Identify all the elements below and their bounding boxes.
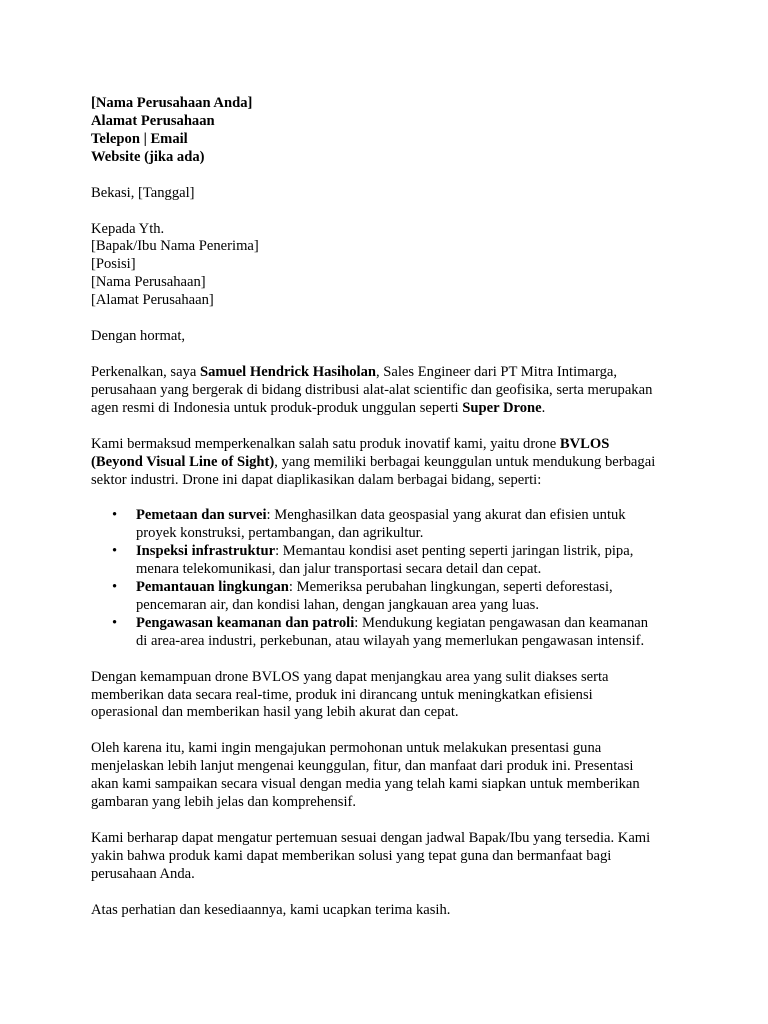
recipient-company: [Nama Perusahaan] [91, 274, 206, 291]
list-item-line [136, 615, 691, 633]
greeting-block [91, 328, 691, 346]
product-line-2 [91, 454, 691, 472]
bullet-icon: • [112, 614, 118, 631]
paragraph-line: Oleh karena itu, kami ingin mengajukan permohonan untuk melakukan presentasi guna [91, 740, 602, 757]
product-name: BVLOS [559, 435, 610, 452]
product-line-1 [91, 436, 691, 454]
paragraph-line: akan kami sampaikan secara visual dengan media yang telah kami siapkan untuk memberikan [91, 776, 640, 793]
request-paragraph [91, 740, 691, 812]
intro-paragraph [91, 364, 691, 418]
letter-page [91, 95, 691, 938]
recipient-to: Kepada Yth. [91, 220, 165, 237]
paragraph-line: operasional dan memberikan hasil yang lebih akurat dan cepat. [91, 704, 459, 721]
paragraph-line: gambaran yang lebih jelas dan komprehensif. [91, 794, 357, 811]
paragraph-line: yakin bahwa produk kami dapat memberikan solusi yang tepat guna dan bermanfaat bagi [91, 847, 612, 864]
bullet-icon: • [112, 579, 118, 596]
date-line: Bekasi, [Tanggal] [91, 184, 195, 201]
list-item [91, 579, 691, 615]
product-text: Kami bermaksud memperkenalkan salah satu produk inovatif kami, yaitu drone [91, 435, 560, 452]
intro-text: . [541, 399, 546, 416]
list-item-title: Inspeksi infrastruktur [136, 543, 276, 560]
meeting-paragraph [91, 830, 691, 884]
recipient-position: [Posisi] [91, 256, 136, 273]
brand-name: Super Drone [462, 399, 542, 416]
intro-line-1 [91, 364, 691, 382]
list-item [91, 543, 691, 579]
closing-line: Atas perhatian dan kesediaannya, kami ucapkan terima kasih. [91, 901, 451, 918]
bullet-icon: • [112, 543, 118, 560]
product-fullname: (Beyond Visual Line of Sight) [91, 453, 275, 470]
intro-line-3 [91, 400, 691, 418]
intro-text: Perkenalkan, saya [91, 363, 201, 380]
closing-block [91, 902, 691, 920]
list-item-line [136, 507, 691, 525]
intro-text: , Sales Engineer dari PT Mitra Intimarga, [375, 363, 617, 380]
company-name: [Nama Perusahaan Anda] [91, 95, 253, 111]
company-contact: Telepon | Email [91, 130, 188, 147]
list-item-line [136, 579, 691, 597]
list-item-text: : Mendukung kegiatan pengawasan dan keamanan [354, 614, 649, 631]
date-block [91, 185, 691, 203]
paragraph-line: menjelaskan lebih lanjut mengenai keunggulan, fitur, dan manfaat dari produk ini. Presentasi [91, 758, 634, 775]
list-item-title: Pemetaan dan survei [136, 507, 267, 524]
paragraph-line: Kami berharap dapat mengatur pertemuan sesuai dengan jadwal Bapak/Ibu yang tersedia. Kami [91, 830, 651, 846]
list-item-line: pencemaran air, dan kondisi lahan, dengan jangkauan area yang luas. [136, 596, 540, 613]
company-website: Website (jika ada) [91, 148, 205, 165]
list-item-text: : Memantau kondisi aset penting seperti jaringan listrik, pipa, [275, 543, 634, 560]
list-item-line: proyek konstruksi, pertambangan, dan agrikultur. [136, 525, 424, 542]
paragraph-line: perusahaan Anda. [91, 865, 195, 882]
list-item [91, 507, 691, 543]
greeting: Dengan hormat, [91, 328, 186, 345]
list-item-text: : Memeriksa perubahan lingkungan, seperti deforestasi, [288, 579, 613, 596]
intro-text: agen resmi di Indonesia untuk produk-produk unggulan seperti [91, 399, 463, 416]
applications-list [91, 507, 691, 650]
company-address: Alamat Perusahaan [91, 112, 215, 129]
intro-line-2: perusahaan yang bergerak di bidang distribusi alat-alat scientific dan geofisika, serta merupakan [91, 381, 653, 398]
recipient-name: [Bapak/Ibu Nama Penerima] [91, 238, 259, 255]
list-item-title: Pengawasan keamanan dan patroli [136, 614, 355, 631]
product-text: , yang memiliki berbagai keunggulan untuk mendukung berbagai [274, 453, 656, 470]
letterhead [91, 95, 691, 167]
recipient-block [91, 221, 691, 311]
sender-name: Samuel Hendrick Hasiholan [200, 363, 376, 380]
capability-paragraph [91, 669, 691, 723]
list-item-line [136, 543, 691, 561]
paragraph-line: memberikan data secara real-time, produk ini dirancang untuk meningkatkan efisiensi [91, 686, 593, 703]
paragraph-line: Dengan kemampuan drone BVLOS yang dapat menjangkau area yang sulit diakses serta [91, 668, 609, 685]
list-item-line: di area-area industri, perkebunan, atau wilayah yang memerlukan pengawasan intensif. [136, 632, 645, 649]
list-item-text: : Menghasilkan data geospasial yang akurat dan efisien untuk [266, 507, 626, 524]
recipient-address: [Alamat Perusahaan] [91, 292, 214, 309]
list-item [91, 615, 691, 651]
list-item-line: menara telekomunikasi, dan jalur transportasi secara detail dan cepat. [136, 561, 542, 578]
bullet-icon: • [112, 507, 118, 524]
product-paragraph [91, 436, 691, 490]
product-line-3: sektor industri. Drone ini dapat diaplikasikan dalam berbagai bidang, seperti: [91, 471, 542, 488]
list-item-title: Pemantauan lingkungan [136, 579, 289, 596]
